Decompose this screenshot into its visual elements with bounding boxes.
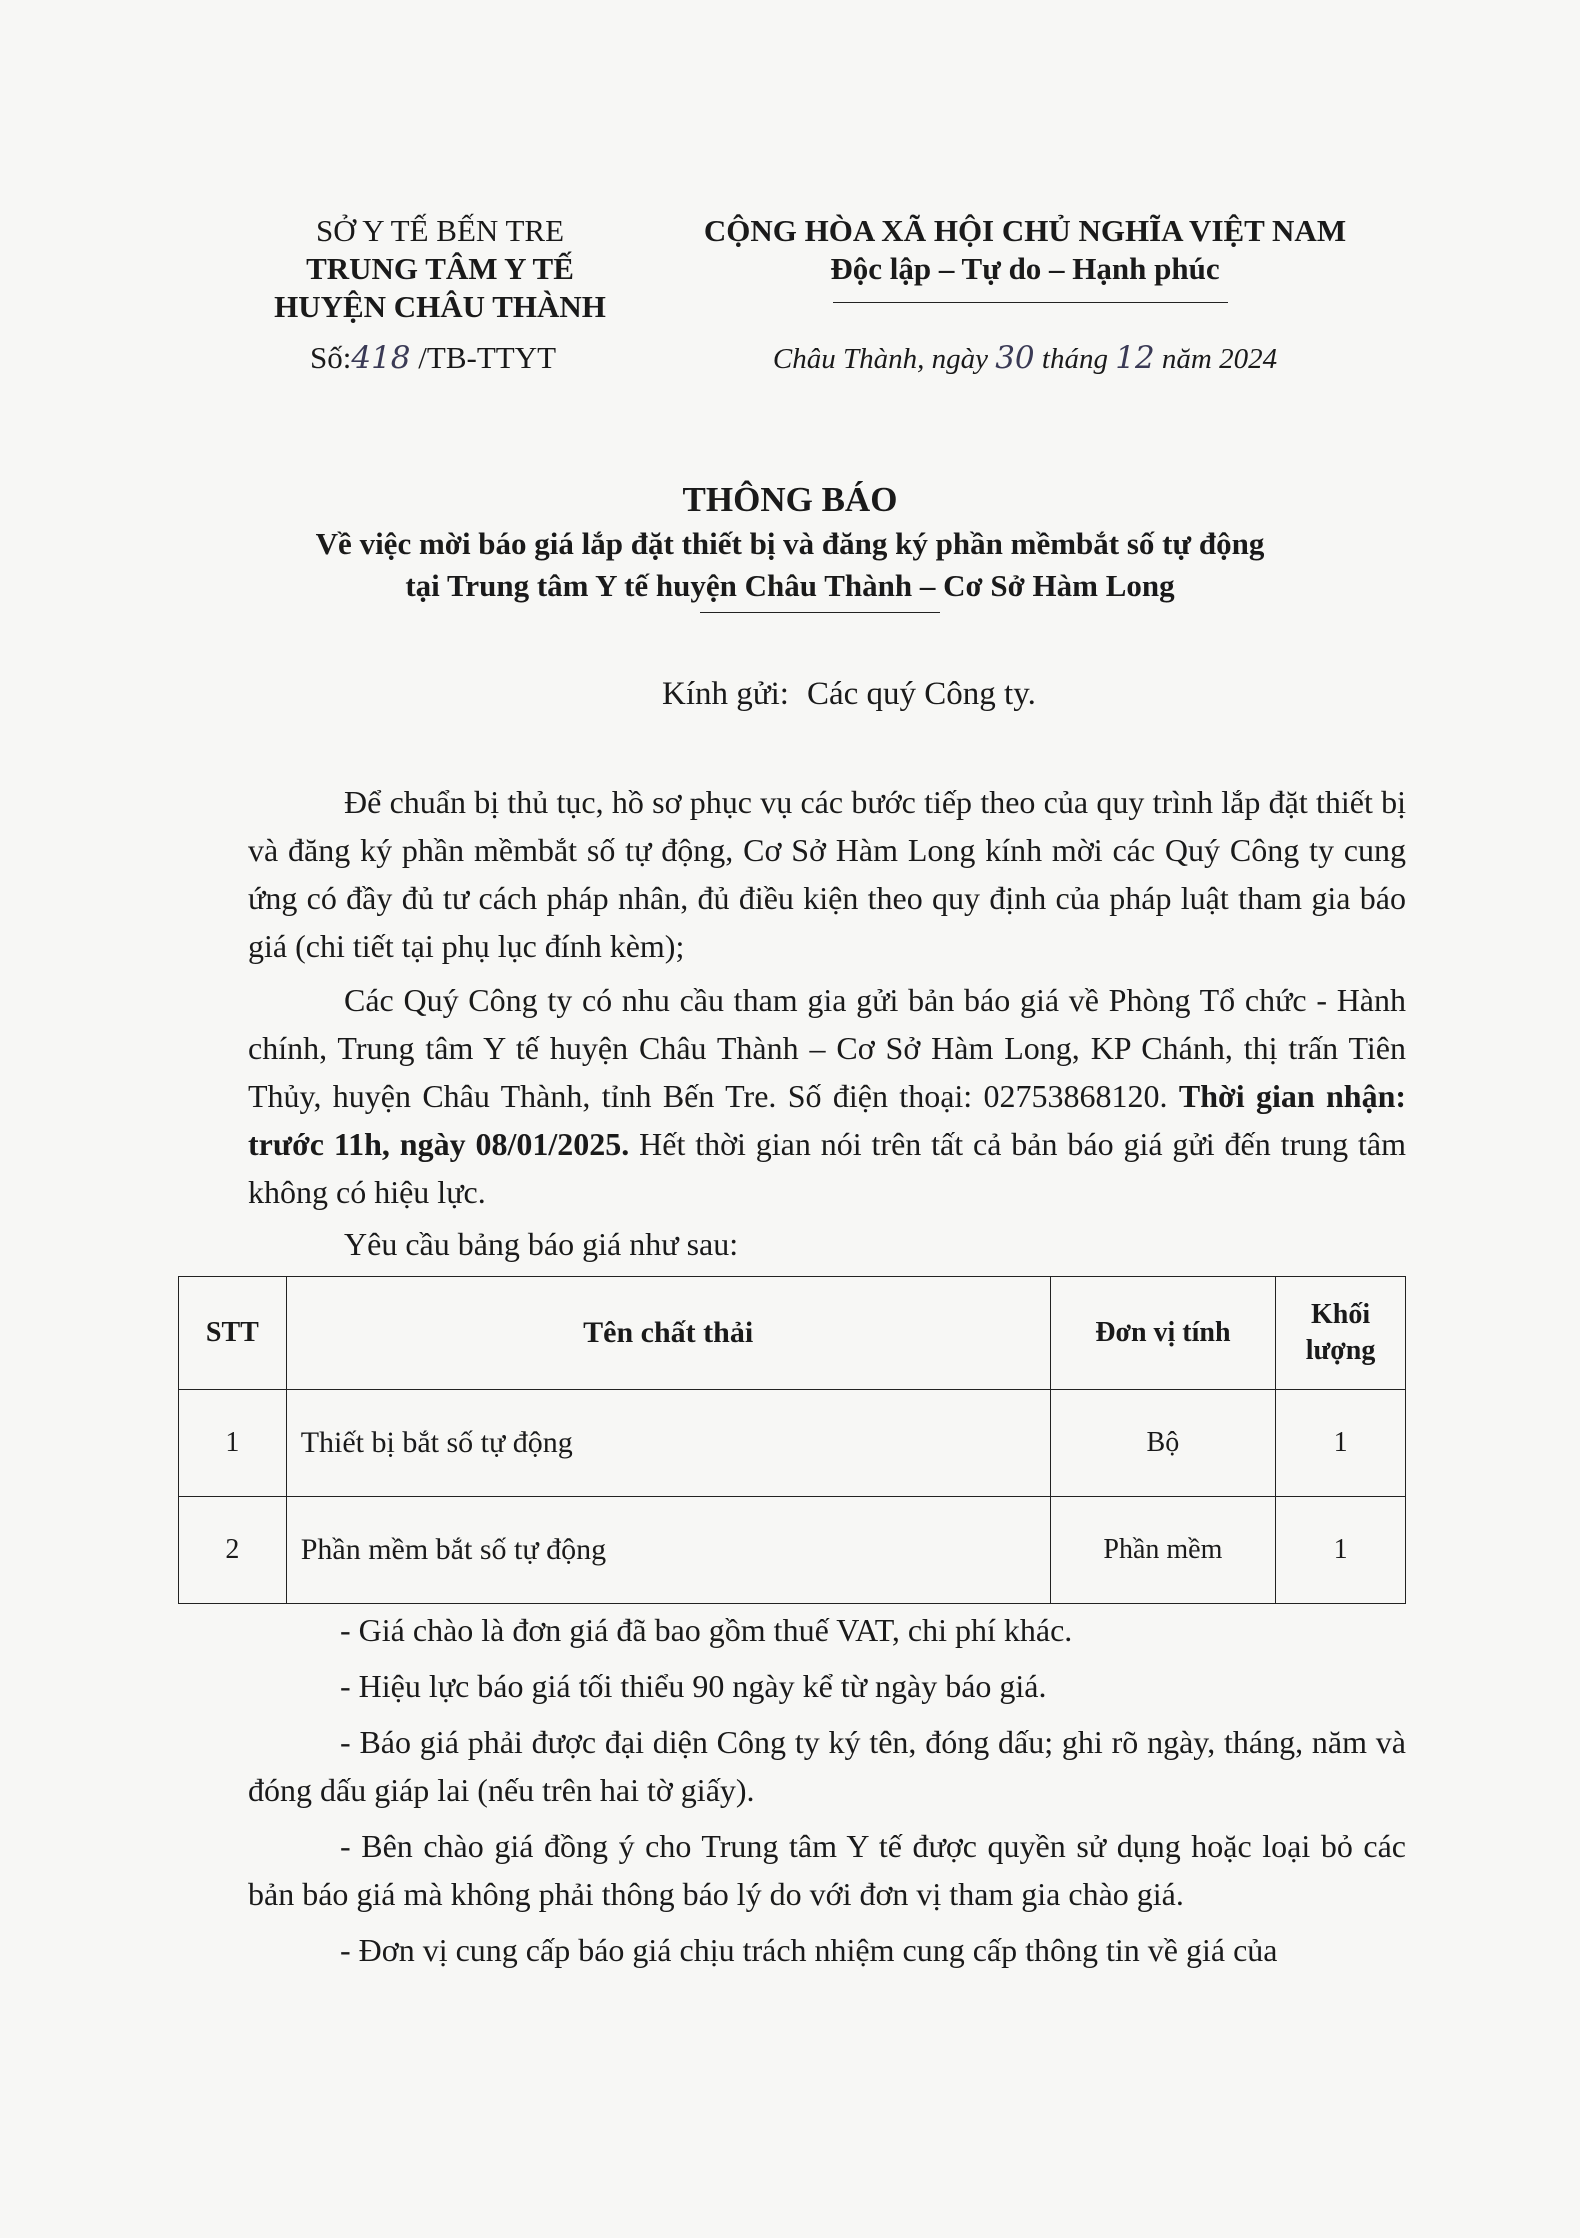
motto-underline — [833, 302, 1228, 303]
condition-item: - Báo giá phải được đại diện Công ty ký tên, đóng dấu; ghi rõ ngày, tháng, năm và đóng dấu giáp lai (nếu trên hai tờ giấy). — [248, 1724, 1406, 1808]
row-stt: 2 — [179, 1497, 287, 1604]
recipient-line — [662, 676, 1036, 713]
date-month: 12 — [1115, 340, 1155, 376]
row-unit: Bộ — [1050, 1390, 1275, 1497]
date-month-label: tháng — [1041, 343, 1108, 375]
condition-item: - Giá chào là đơn giá đã bao gồm thuế VAT, chi phí khác. — [340, 1612, 1073, 1648]
row-unit: Phần mềm — [1050, 1497, 1275, 1604]
department-name: SỞ Y TẾ BẾN TRE — [315, 213, 564, 248]
document-title: THÔNG BÁO — [682, 480, 898, 519]
row-name: Phần mềm bắt số tự động — [286, 1497, 1050, 1604]
row-stt: 1 — [179, 1390, 287, 1497]
center-name-line2: HUYỆN CHÂU THÀNH — [274, 289, 606, 324]
header-name: Tên chất thải — [286, 1277, 1050, 1390]
center-name-line1: TRUNG TÂM Y TẾ — [306, 251, 574, 286]
recipient-name: Các quý Công ty. — [806, 676, 1036, 712]
condition-item: - Hiệu lực báo giá tối thiểu 90 ngày kể từ ngày báo giá. — [340, 1668, 1047, 1704]
number-suffix: /TB-TTYT — [418, 340, 557, 375]
subtitle-line1: Về việc mời báo giá lắp đặt thiết bị và đăng ký phần mềmbắt số tự động — [315, 526, 1265, 561]
table-header-row — [179, 1277, 1406, 1390]
header-stt: STT — [179, 1277, 287, 1390]
date-place: Châu Thành, ngày — [772, 343, 988, 375]
table-row — [179, 1497, 1406, 1604]
row-quantity: 1 — [1276, 1390, 1406, 1497]
table-intro: Yêu cầu bảng báo giá như sau: — [344, 1226, 739, 1262]
issuer-block — [250, 212, 630, 326]
condition-item: - Bên chào giá đồng ý cho Trung tâm Y tế được quyền sử dụng hoặc loại bỏ các bản báo giá mà không phải thông báo lý do với đơn vị tham gia chào giá. — [248, 1828, 1406, 1912]
row-quantity: 1 — [1276, 1497, 1406, 1604]
header-unit: Đơn vị tính — [1050, 1277, 1275, 1390]
body-paragraphs — [248, 778, 1406, 1268]
issue-date — [700, 340, 1350, 376]
conditions-list — [248, 1606, 1406, 1982]
quote-table — [178, 1276, 1406, 1604]
header-quantity: Khối lượng — [1276, 1277, 1406, 1390]
number-handwritten: 418 — [351, 340, 411, 376]
deadline-text: Thời gian nhận: trước 11h, ngày 08/01/2025. — [248, 1078, 1407, 1162]
paragraph-2-tail: Hết thời gian nói trên tất cả bản báo giá gửi đến trung tâm không có hiệu lực. — [248, 1126, 1407, 1210]
national-header — [700, 212, 1350, 288]
subtitle-line2: tại Trung tâm Y tế huyện Châu Thành – Cơ Sở Hàm Long — [405, 568, 1175, 603]
condition-item: - Đơn vị cung cấp báo giá chịu trách nhiệm cung cấp thông tin về giá của — [340, 1932, 1278, 1968]
number-prefix: Số: — [310, 340, 352, 375]
paragraph-2 — [248, 976, 1406, 1216]
recipient-label: Kính gửi: — [662, 676, 789, 712]
subtitle-underline — [700, 612, 940, 613]
document-number — [310, 340, 556, 376]
date-year: năm 2024 — [1161, 343, 1278, 375]
paragraph-1: Để chuẩn bị thủ tục, hồ sơ phục vụ các bước tiếp theo của quy trình lắp đặt thiết bị và đăng ký phần mềmbắt số tự động, Cơ Sở Hàm Long kính mời các Quý Công ty cung ứng có đầy đủ tư cách pháp nhân, đủ điều kiện theo quy định của pháp luật tham gia báo giá (chi tiết tại phụ lục đính kèm); — [248, 784, 1406, 964]
table-row — [179, 1390, 1406, 1497]
national-motto: Độc lập – Tự do – Hạnh phúc — [830, 251, 1220, 286]
nation-name: CỘNG HÒA XÃ HỘI CHỦ NGHĨA VIỆT NAM — [703, 213, 1347, 248]
paragraph-2-text: Các Quý Công ty có nhu cầu tham gia gửi bản báo giá về Phòng Tổ chức - Hành chính, Trung tâm Y tế huyện Châu Thành – Cơ Sở Hàm Long, KP Chánh, thị trấn Tiên Thủy, huyện Châu Thành, tỉnh Bến Tre. Số điện thoại: 02753868120. — [248, 982, 1406, 1114]
date-day: 30 — [995, 340, 1035, 376]
row-name: Thiết bị bắt số tự động — [286, 1390, 1050, 1497]
document-subtitle — [0, 523, 1580, 607]
